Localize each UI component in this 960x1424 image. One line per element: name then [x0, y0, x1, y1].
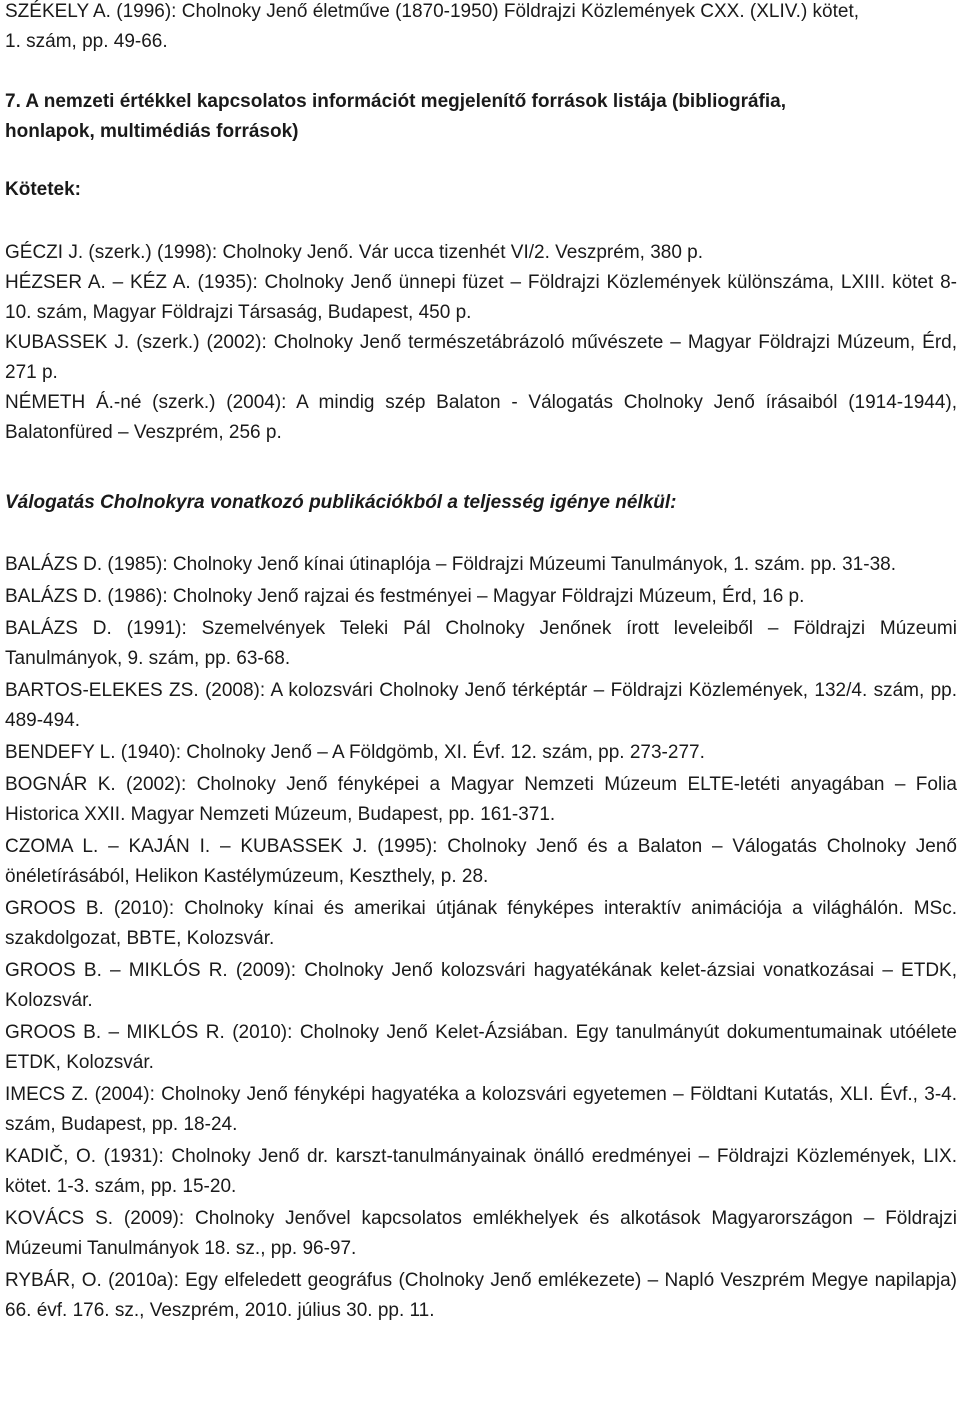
list-item: CZOMA L. ‒ KAJÁN I. ‒ KUBASSEK J. (1995): Cholnoky Jenő és a Balaton ‒ Válogatás Cholnoky Jenő önéletírásából, Helikon Kastélymúzeum, Keszthely, p. 28. — [5, 836, 957, 887]
publications-heading: Válogatás Cholnokyra vonatkozó publikációkból a teljesség igénye nélkül: — [5, 492, 677, 513]
list-item: GROOS B. (2010): Cholnoky kínai és amerikai útjának fényképes interaktív animációja a világhálón. MSc. szakdolgozat, BBTE, Kolozsvár. — [5, 898, 957, 949]
list-item: BENDEFY L. (1940): Cholnoky Jenő ‒ A Földgömb, XI. Évf. 12. szám, pp. 273-277. — [5, 742, 705, 763]
section-heading-line-2: honlapok, multimédiás források) — [5, 121, 299, 142]
list-item: GROOS B. ‒ MIKLÓS R. (2009): Cholnoky Jenő kolozsvári hagyatékának kelet-ázsiai vonatkozásai ‒ ETDK, Kolozsvár. — [5, 960, 957, 1011]
publications-list — [5, 550, 957, 1326]
list-item: BOGNÁR K. (2002): Cholnoky Jenő fényképei a Magyar Nemzeti Múzeum ELTE-letéti anyagában ‒ Folia Historica XXII. Magyar Nemzeti Múzeum, Budapest, pp. 161-371. — [5, 774, 957, 825]
list-item: BALÁZS D. (1991): Szemelvények Teleki Pál Cholnoky Jenőnek írott leveleiből ‒ Földrajzi Múzeumi Tanulmányok, 9. szám, pp. 63-68. — [5, 618, 957, 669]
top-reference-line-1: SZÉKELY A. (1996): Cholnoky Jenő életműve (1870-1950) Földrajzi Közlemények CXX. (XLIV.) kötet, — [5, 1, 860, 22]
list-item: HÉZSER A. ‒ KÉZ A. (1935): Cholnoky Jenő ünnepi füzet ‒ Földrajzi Közlemények különszáma, LXIII. kötet 8-10. szám, Magyar Földrajzi Társaság, Budapest, 450 p. — [5, 272, 957, 323]
list-item: GROOS B. ‒ MIKLÓS R. (2010): Cholnoky Jenő Kelet-Ázsiában. Egy tanulmányút dokumentumainak utóélete ETDK, Kolozsvár. — [5, 1022, 957, 1073]
document-page — [5, 0, 957, 1326]
list-item: RYBÁR, O. (2010a): Egy elfeledett geográfus (Cholnoky Jenő emlékezete) ‒ Napló Veszprém Megye napilapja) 66. évf. 176. sz., Veszprém, 2010. július 30. pp. 11. — [5, 1270, 957, 1321]
list-item: NÉMETH Á.-né (szerk.) (2004): A mindig szép Balaton - Válogatás Cholnoky Jenő írásaiból (1914-1944), Balatonfüred ‒ Veszprém, 256 p. — [5, 392, 957, 443]
list-item: KADIČ, O. (1931): Cholnoky Jenő dr. karszt-tanulmányainak önálló eredményei ‒ Földrajzi Közlemények, LIX. kötet. 1-3. szám, pp. 15-20. — [5, 1146, 957, 1197]
list-item: IMECS Z. (2004): Cholnoky Jenő fényképi hagyatéka a kolozsvári egyetemen ‒ Földtani Kutatás, XLI. Évf., 3-4. szám, Budapest, pp. 18-24. — [5, 1084, 957, 1135]
volumes-heading: Kötetek: — [5, 179, 82, 200]
list-item: BARTOS-ELEKES ZS. (2008): A kolozsvári Cholnoky Jenő térképtár ‒ Földrajzi Közlemények, 132/4. szám, pp. 489-494. — [5, 680, 957, 731]
section-heading-line-1: 7. A nemzeti értékkel kapcsolatos információt megjelenítő források listája (bibliográfia, — [5, 91, 786, 112]
list-item: KUBASSEK J. (szerk.) (2002): Cholnoky Jenő természetábrázoló művészete ‒ Magyar Földrajzi Múzeum, Érd, 271 p. — [5, 332, 957, 383]
top-reference — [5, 0, 957, 57]
list-item: BALÁZS D. (1986): Cholnoky Jenő rajzai és festményei ‒ Magyar Földrajzi Múzeum, Érd, 16 p. — [5, 586, 805, 607]
list-item: BALÁZS D. (1985): Cholnoky Jenő kínai útinaplója ‒ Földrajzi Múzeumi Tanulmányok, 1. szám. pp. 31-38. — [5, 554, 896, 575]
section-heading — [5, 87, 957, 147]
top-reference-line-2: 1. szám, pp. 49-66. — [5, 31, 168, 52]
volumes-list — [5, 238, 957, 448]
list-item: KOVÁCS S. (2009): Cholnoky Jenővel kapcsolatos emlékhelyek és alkotások Magyarországon ‒ Földrajzi Múzeumi Tanulmányok 18. sz., pp. 96-97. — [5, 1208, 957, 1259]
list-item: GÉCZI J. (szerk.) (1998): Cholnoky Jenő. Vár ucca tizenhét VI/2. Veszprém, 380 p. — [5, 242, 704, 263]
